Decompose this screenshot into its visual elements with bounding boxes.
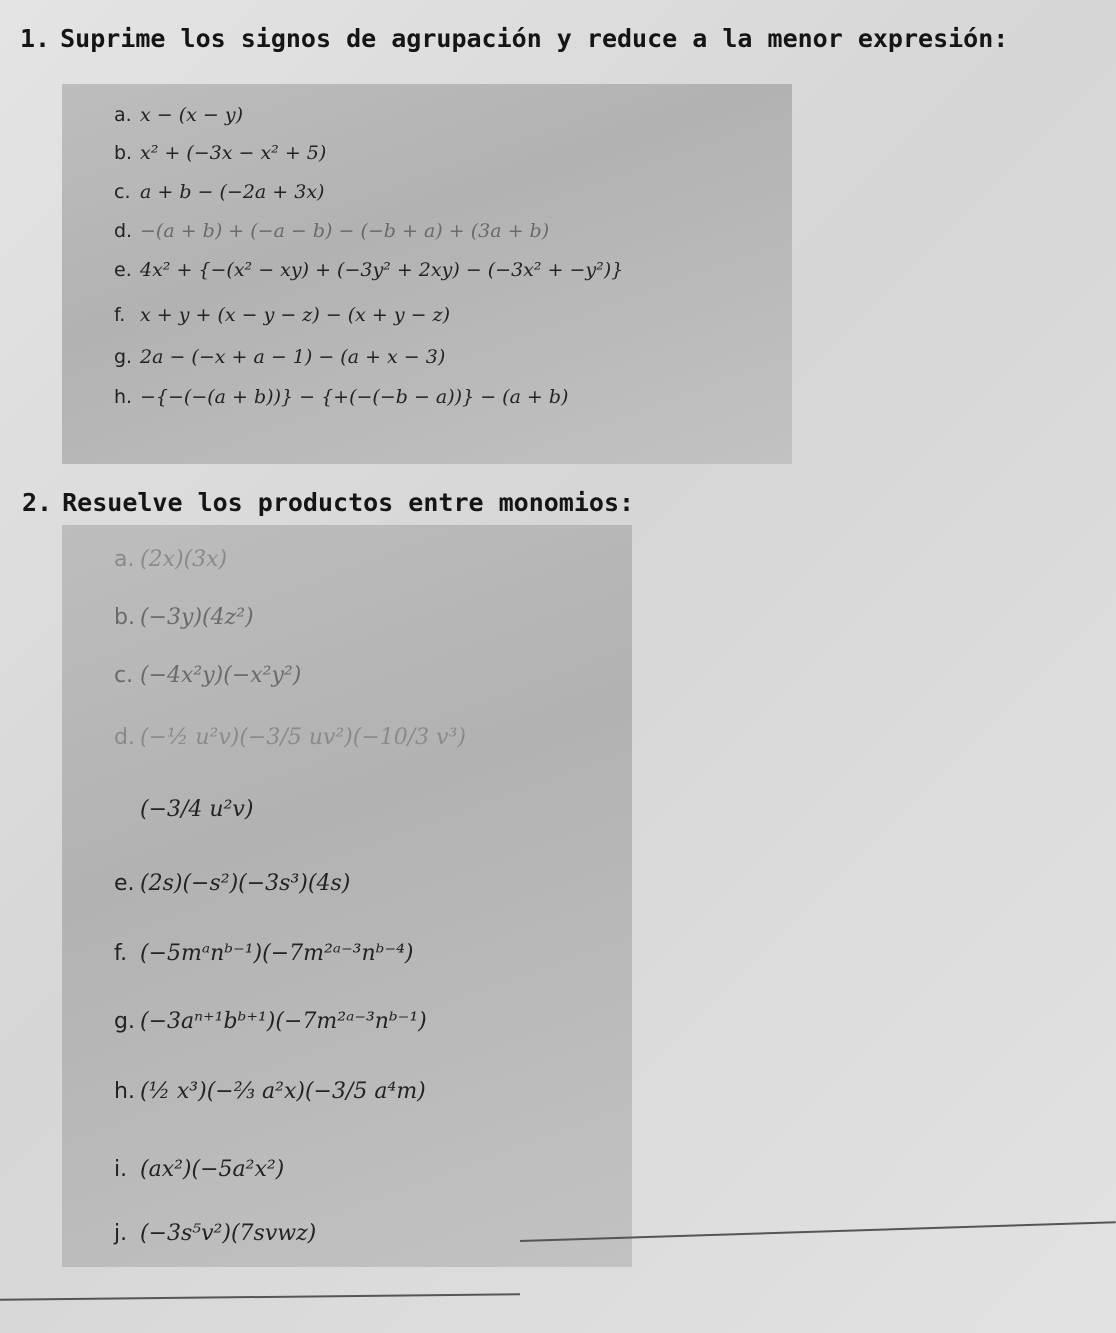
exercise-1a: a. x − (x − y) bbox=[114, 104, 243, 126]
exercise-1g: g. 2a − (−x + a − 1) − (a + x − 3) bbox=[114, 346, 446, 368]
exercise-1c: c. a + b − (−2a + 3x) bbox=[114, 181, 325, 203]
exercise-2j: j. (−3s⁵v²)(7svwz) bbox=[114, 1221, 317, 1246]
section-2-number: 2. bbox=[22, 488, 53, 517]
exercise-2d: d. (−½ u²v)(−3/5 uv²)(−10/3 v³) bbox=[114, 725, 466, 750]
exercise-2f: f. (−5mᵃnᵇ⁻¹)(−7m²ᵃ⁻³nᵇ⁻⁴) bbox=[114, 941, 414, 966]
exercise-2b: b. (−3y)(4z²) bbox=[114, 605, 254, 630]
exercise-1b: b. x² + (−3x − x² + 5) bbox=[114, 142, 327, 164]
exercise-1h: h. −{−(−(a + b))} − {+(−(−b − a))} − (a + b) bbox=[114, 386, 569, 408]
section-1-title: Suprime los signos de agrupación y reduce a la menor expresión: bbox=[60, 24, 1009, 53]
exercise-1e: e. 4x² + {−(x² − xy) + (−3y² + 2xy) − (−3x² + −y²)} bbox=[114, 259, 624, 281]
exercise-2i: i. (ax²)(−5a²x²) bbox=[114, 1157, 285, 1182]
section-2-title: Resuelve los productos entre monomios: bbox=[62, 488, 635, 517]
exercise-2e: e. (2s)(−s²)(−3s³)(4s) bbox=[114, 871, 351, 896]
exercise-2g: g. (−3aⁿ⁺¹bᵇ⁺¹)(−7m²ᵃ⁻³nᵇ⁻¹) bbox=[114, 1009, 427, 1034]
section-2-heading bbox=[22, 488, 634, 517]
exercise-1d: d. −(a + b) + (−a − b) − (−b + a) + (3a + b) bbox=[114, 220, 550, 242]
exercise-1f: f. x + y + (x − y − z) − (x + y − z) bbox=[114, 304, 451, 326]
exercise-2c: c. (−4x²y)(−x²y²) bbox=[114, 663, 302, 688]
section-1-number: 1. bbox=[20, 24, 51, 53]
section-2-exercise-box bbox=[62, 525, 632, 1267]
exercise-2a: a. (2x)(3x) bbox=[114, 547, 228, 572]
exercise-2h: h. (½ x³)(−⅔ a²x)(−3/5 a⁴m) bbox=[114, 1079, 426, 1104]
paper-edge-line-left bbox=[0, 1293, 520, 1300]
section-1-exercise-box bbox=[62, 84, 792, 464]
exercise-2d-continued: (−3/4 u²v) bbox=[140, 797, 254, 822]
section-1-heading bbox=[20, 24, 1008, 53]
